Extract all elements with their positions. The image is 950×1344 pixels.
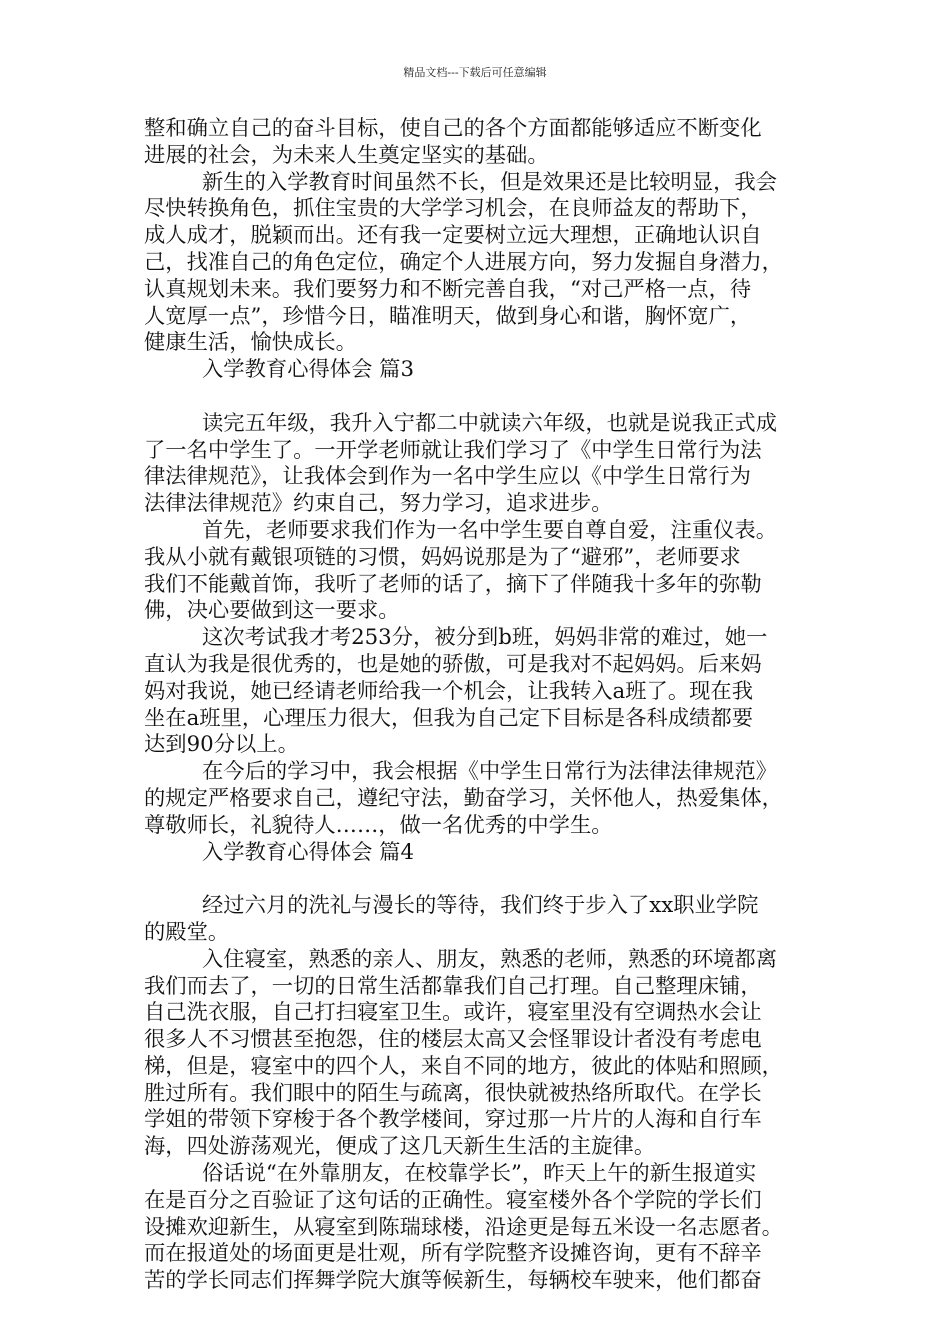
text-line: 妈对我说，她已经请老师给我一个机会，让我转入a班了。现在我 [144, 678, 754, 704]
text-line: 梯，但是，寝室中的四个人，来自不同的地方，彼此的体贴和照顾， [144, 1053, 783, 1079]
text-line: 的规定严格要求自己，遵纪守法，勤奋学习，关怀他人，热爱集体， [144, 785, 783, 811]
text-line: 我从小就有戴银项链的习惯，妈妈说那是为了“避邪”，老师要求 [144, 544, 741, 570]
text-line: 在是百分之百验证了这句话的正确性。寝室楼外各个学院的学长们 [144, 1187, 762, 1213]
text-line: 进展的社会，为未来人生奠定坚实的基础。 [144, 142, 549, 168]
text-line: 苦的学长同志们挥舞学院大旗等候新生，每辆校车驶来，他们都奋 [144, 1268, 762, 1294]
text-line: 己，找准自己的角色定位，确定个人进展方向，努力发掘自身潜力， [144, 249, 783, 275]
text-line: 设摊欢迎新生，从寝室到陈瑞球楼，沿途更是每五米设一名志愿者。 [144, 1214, 783, 1240]
text-line: 的殿堂。 [144, 919, 230, 945]
text-line: 读完五年级，我升入宁都二中就读六年级，也就是说我正式成 [202, 410, 778, 436]
text-line: 经过六月的洗礼与漫长的等待，我们终于步入了xx职业学院 [202, 893, 759, 919]
text-line: 达到90分以上。 [144, 732, 299, 758]
text-line: 尊敬师长，礼貌待人……，做一名优秀的中学生。 [144, 812, 613, 838]
text-line: 尽快转换角色，抓住宝贵的大学学习机会，在良师益友的帮助下， [144, 196, 762, 222]
text-line: 这次考试我才考253分，被分到b班，妈妈非常的难过，她一 [202, 625, 768, 651]
text-line: 俗话说“在外靠朋友，在校靠学长”，昨天上午的新生报道实 [202, 1161, 757, 1187]
text-line: 法律法律规范》约束自己，努力学习，追求进步。 [144, 491, 613, 517]
text-line: 认真规划未来。我们要努力和不断完善自我，“对己严格一点，待 [144, 276, 752, 302]
text-line: 入学教育心得体会 篇3 [202, 357, 414, 383]
text-line: 首先，老师要求我们作为一名中学生要自尊自爱，注重仪表。 [202, 517, 778, 543]
text-line: 成人成才，脱颖而出。还有我一定要树立远大理想，正确地认识自 [144, 223, 762, 249]
text-line: 坐在a班里，心理压力很大，但我为自己定下目标是各科成绩都要 [144, 705, 754, 731]
text-line: 我们而去了，一切的日常生活都靠我们自己打理。自己整理床铺， [144, 973, 762, 999]
text-line: 自己洗衣服，自己打扫寝室卫生。或许，寝室里没有空调热水会让 [144, 1000, 762, 1026]
text-line: 在今后的学习中，我会根据《中学生日常行为法律法律规范》 [202, 759, 778, 785]
text-line: 人宽厚一点”，珍惜今日，瞄准明天，做到身心和谐，胸怀宽广， [144, 303, 752, 329]
document-body [144, 116, 834, 1295]
text-line: 学姐的带领下穿梭于各个教学楼间，穿过那一片片的人海和自行车 [144, 1107, 762, 1133]
blank-line [144, 866, 834, 893]
text-line: 很多人不习惯甚至抱怨，住的楼层太高又会怪罪设计者没有考虑电 [144, 1027, 762, 1053]
blank-line [144, 384, 834, 411]
text-line: 新生的入学教育时间虽然不长，但是效果还是比较明显，我会 [202, 169, 778, 195]
text-line: 入住寝室，熟悉的亲人、朋友，熟悉的老师，熟悉的环境都离 [202, 946, 778, 972]
text-line: 律法律规范》，让我体会到作为一名中学生应以《中学生日常行为 [144, 464, 751, 490]
text-line: 我们不能戴首饰，我听了老师的话了，摘下了伴随我十多年的弥勒 [144, 571, 762, 597]
text-line: 直认为我是很优秀的，也是她的骄傲，可是我对不起妈妈。后来妈 [144, 651, 762, 677]
text-line: 而在报道处的场面更是壮观，所有学院整齐设摊咨询，更有不辞辛 [144, 1241, 762, 1267]
text-line: 入学教育心得体会 篇4 [202, 839, 414, 865]
text-line: 整和确立自己的奋斗目标，使自己的各个方面都能够适应不断变化 [144, 116, 762, 141]
text-line: 了一名中学生了。一开学老师就让我们学习了《中学生日常行为法 [144, 437, 762, 463]
text-line: 海，四处游荡观光，便成了这几天新生生活的主旋律。 [144, 1134, 656, 1160]
page-header: 精品文档---下载后可任意编辑 [403, 66, 547, 79]
text-line: 胜过所有。我们眼中的陌生与疏离，很快就被热络所取代。在学长 [144, 1080, 762, 1106]
text-line: 佛，决心要做到这一要求。 [144, 598, 400, 624]
text-line: 健康生活，愉快成长。 [144, 330, 357, 356]
